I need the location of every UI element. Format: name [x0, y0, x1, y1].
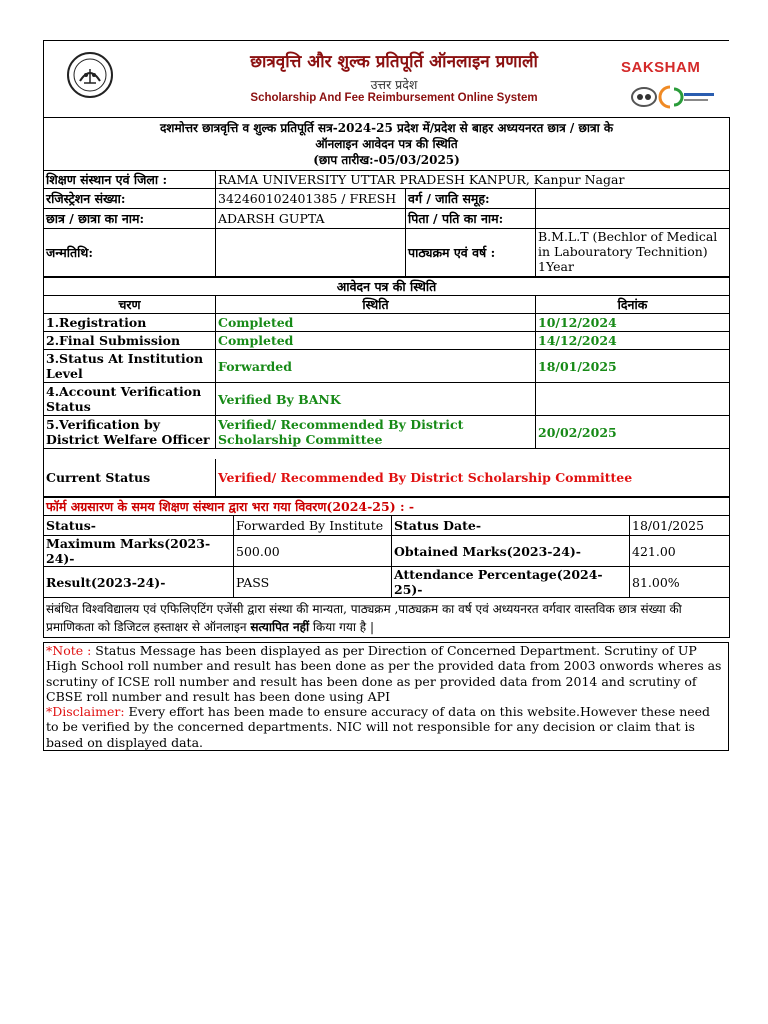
- application-heading: दशमोत्तर छात्रवृत्ति व शुल्क प्रतिपूर्ति सत्र-2024-25 प्रदेश में/प्रदेश से बाहर अध्ययनरत छात्र / छात्रा के ऑनलाइन आवेदन पत्र की स्थिति (छाप तारीख:-05/03/2025): [44, 118, 730, 171]
- result-value: PASS: [234, 567, 392, 598]
- status-date-value: 18/01/2025: [630, 516, 730, 536]
- status-section-title: आवेदन पत्र की स्थिति: [44, 278, 730, 296]
- page-header: [43, 40, 729, 117]
- col-date: दिनांक: [536, 296, 730, 314]
- stage-cell: 4.Account Verification Status: [44, 383, 216, 416]
- date-cell: 10/12/2024: [536, 314, 730, 332]
- note-paragraph: *Note : Status Message has been displayed as per Direction of Concerned Department. Scrutiny of UP High School roll number and result has been done as per the provided data from 2003 onwords wheres as scrutiny of ICSE roll number and result has been done as per provided data from 2014 and scrutiny of CBSE roll number and result has been done using API: [46, 643, 722, 704]
- portal-title-hindi: छात्रवृत्ति और शुल्क प्रतिपूर्ति ऑनलाइन प्रणाली: [250, 52, 538, 72]
- up-govt-seal-icon: [66, 51, 114, 99]
- application-info-table: [43, 117, 730, 277]
- verification-remark: संबंधित विश्वविद्यालय एवं एफिलिएटिंग एजेंसी द्वारा संस्था की मान्यता, पाठ्यक्रम ,पाठ्यक्रम का वर्ष एवं अध्ययनरत वर्गवार वास्तविक छात्र संख्या की प्रमाणिकता को डिजिटल हस्ताक्षर से ऑनलाइन सत्यापित नहीं किया गया है |: [44, 598, 730, 638]
- stage-cell: 1.Registration: [44, 314, 216, 332]
- table-row: [44, 383, 730, 416]
- current-status-row: [44, 459, 730, 497]
- father-name-label: पिता / पति का नाम:: [406, 209, 536, 229]
- status-cell: Completed: [216, 332, 536, 350]
- student-name-label: छात्र / छात्रा का नाम:: [44, 209, 216, 229]
- digital-india-logo-icon: [630, 81, 720, 113]
- date-cell: 20/02/2025: [536, 416, 730, 449]
- course-label: पाठ्यक्रम एवं वर्ष :: [406, 229, 536, 277]
- attendance-value: 81.00%: [630, 567, 730, 598]
- date-cell: 18/01/2025: [536, 350, 730, 383]
- father-name-value: [536, 209, 730, 229]
- institution-value: RAMA UNIVERSITY UTTAR PRADESH KANPUR, Kanpur Nagar: [216, 171, 730, 189]
- saksham-brand: SAKSHAM: [621, 59, 701, 76]
- institution-label: शिक्षण संस्थान एवं जिला :: [44, 171, 216, 189]
- portal-title-english: Scholarship And Fee Reimbursement Online System: [250, 92, 538, 104]
- date-cell: 14/12/2024: [536, 332, 730, 350]
- forwarding-section-title: फॉर्म अग्रसारण के समय शिक्षण संस्थान द्वारा भरा गया विवरण(2024-25) : -: [44, 498, 730, 516]
- course-value: B.M.L.T (Bechlor of Medical in Labouratory Technition) 1Year: [536, 229, 730, 277]
- category-label: वर्ग / जाति समूह:: [406, 189, 536, 209]
- table-row: [44, 332, 730, 350]
- forwarding-details-table: [43, 497, 730, 638]
- table-row: [44, 350, 730, 383]
- disclaimer-paragraph: *Disclaimer: Every effort has been made to ensure accuracy of data on this website.However these need to be verified by the concerned departments. NIC will not responsible for any decision or claim that is based on displayed data.: [46, 704, 711, 750]
- fw-status-label: Status-: [44, 516, 234, 536]
- attendance-label: Attendance Percentage(2024-25)-: [392, 567, 630, 598]
- stage-cell: 5.Verification by District Welfare Officer: [44, 416, 216, 449]
- notes-box: [43, 642, 729, 751]
- status-cell: Verified/ Recommended By District Scholarship Committee: [216, 416, 536, 449]
- category-value: [536, 189, 730, 209]
- col-status: स्थिति: [216, 296, 536, 314]
- not-verified-text: सत्यापित नहीं: [250, 619, 310, 634]
- stage-cell: 3.Status At Institution Level: [44, 350, 216, 383]
- status-cell: Verified By BANK: [216, 383, 536, 416]
- note-label: *Note :: [46, 643, 92, 658]
- status-table: [43, 277, 730, 497]
- max-marks-value: 500.00: [234, 536, 392, 567]
- status-cell: Completed: [216, 314, 536, 332]
- registration-label: रजिस्ट्रेशन संख्या:: [44, 189, 216, 209]
- date-cell: [536, 383, 730, 416]
- current-status-value: Verified/ Recommended By District Scholarship Committee: [216, 459, 730, 497]
- state-name: उत्तर प्रदेश: [370, 77, 418, 92]
- obtained-marks-label: Obtained Marks(2023-24)-: [392, 536, 630, 567]
- status-cell: Forwarded: [216, 350, 536, 383]
- disclaimer-label: *Disclaimer:: [46, 704, 125, 720]
- document-frame: [43, 40, 729, 751]
- student-name-value: ADARSH GUPTA: [216, 209, 406, 229]
- dob-label: जन्मतिथि:: [44, 229, 216, 277]
- max-marks-label: Maximum Marks(2023-24)-: [44, 536, 234, 567]
- registration-value: 342460102401385 / FRESH: [216, 189, 406, 209]
- result-label: Result(2023-24)-: [44, 567, 234, 598]
- col-stage: चरण: [44, 296, 216, 314]
- fw-status-value: Forwarded By Institute: [234, 516, 392, 536]
- table-row: [44, 416, 730, 449]
- table-row: [44, 314, 730, 332]
- dob-value: [216, 229, 406, 277]
- spacer-row: [44, 449, 730, 459]
- obtained-marks-value: 421.00: [630, 536, 730, 567]
- stage-cell: 2.Final Submission: [44, 332, 216, 350]
- current-status-label: Current Status: [44, 459, 216, 497]
- status-date-label: Status Date-: [392, 516, 630, 536]
